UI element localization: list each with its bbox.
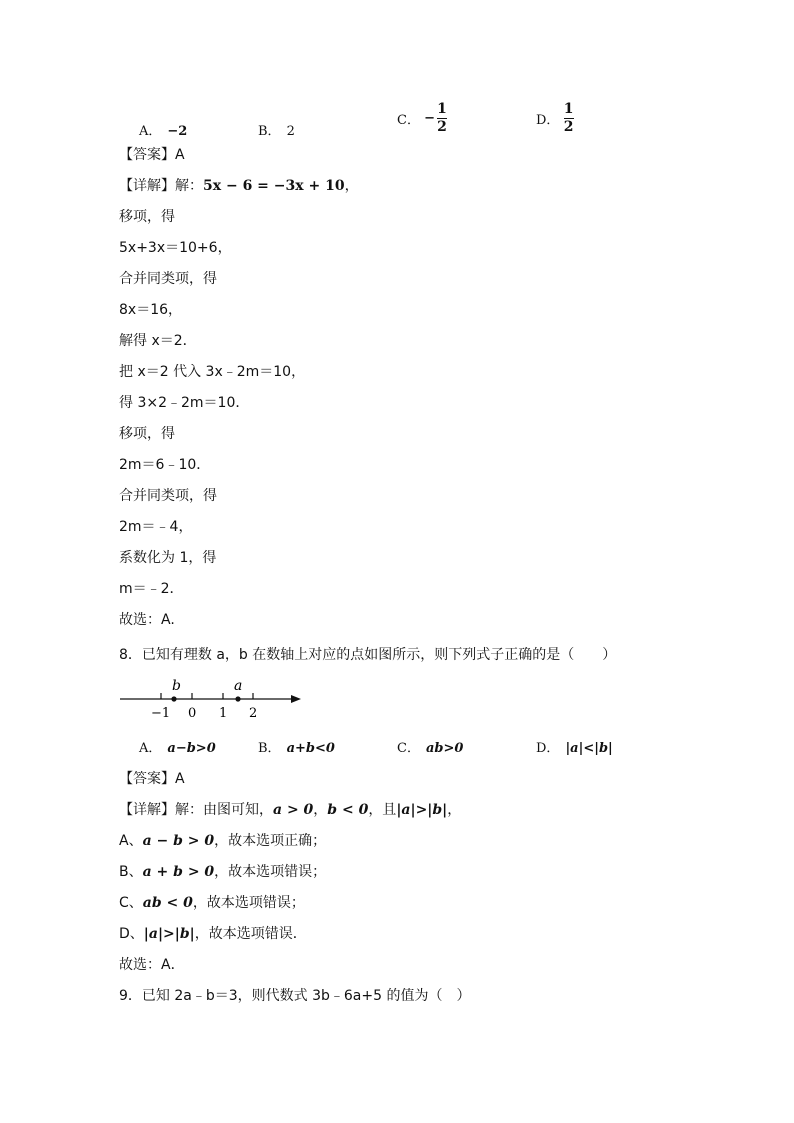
q8-conclusion: 故选：A． (119, 957, 185, 973)
option-value: 2 (286, 124, 295, 139)
option-value: |a|<|b| (565, 741, 613, 756)
q7-step-line: 2m＝6﹣10． (119, 457, 211, 473)
detail-separator: ， (313, 802, 328, 818)
q8-question: 8．已知有理数 a，b 在数轴上对应的点如图所示，则下列式子正确的是（ ） (119, 647, 617, 663)
option-value: ab>0 (425, 741, 464, 756)
option-label: C． (397, 113, 420, 128)
tick-label: −1 (151, 706, 171, 721)
analysis-suffix: ，故本选项错误； (192, 895, 305, 911)
fraction (564, 102, 574, 135)
q7-step-line: 故选：A. (119, 612, 175, 628)
analysis-prefix: A、 (119, 833, 143, 849)
q8-option-c (397, 737, 463, 756)
q7-step-line: 得 3×2﹣2m＝10． (119, 395, 250, 411)
q8-answer: 【答案】A (119, 771, 185, 787)
analysis-formula: a − b > 0 (142, 833, 215, 849)
detail-separator: ， (447, 802, 462, 818)
q8-analysis-d (119, 925, 307, 943)
detail-formula: a > 0 (273, 802, 314, 818)
option-label: A． (139, 124, 162, 139)
q8-option-b (258, 737, 335, 756)
detail-formula: b < 0 (327, 802, 369, 818)
fraction-numerator: 1 (437, 101, 447, 117)
q7-option-a (139, 120, 187, 139)
q7-step-line: 把 x＝2 代入 3x﹣2m＝10， (119, 364, 306, 380)
q7-option-b (258, 120, 295, 139)
option-value: a−b>0 (167, 741, 216, 756)
point-b (171, 696, 176, 701)
q8-option-d (536, 737, 613, 756)
q8-analysis-c (119, 894, 305, 912)
q7-step-line: 移项，得 (119, 426, 175, 442)
detail-comma: ， (344, 178, 359, 194)
tick-label: 2 (249, 706, 258, 721)
option-label: B． (258, 741, 281, 756)
q8-detail-head (119, 801, 461, 819)
q8-analysis-b (119, 863, 326, 881)
q7-detail-head (119, 177, 359, 195)
q8-analysis-a (119, 832, 326, 850)
q8-option-a (139, 737, 216, 756)
option-label: B． (258, 124, 281, 139)
tick-label: 0 (188, 706, 197, 721)
analysis-suffix: ，故本选项错误． (194, 926, 307, 942)
number-line (115, 676, 310, 722)
analysis-suffix: ，故本选项错误； (214, 864, 327, 880)
fraction-denominator: 2 (563, 119, 574, 135)
option-value: a+b<0 (286, 741, 335, 756)
option-value: −2 (167, 124, 188, 139)
axis-arrow-icon (291, 695, 301, 703)
tick-label: 1 (219, 706, 228, 721)
fraction-denominator: 2 (437, 119, 447, 135)
q7-option-d (536, 102, 574, 135)
fraction-numerator: 1 (563, 101, 574, 117)
q7-step-line: 5x+3x＝10+6， (119, 240, 232, 256)
analysis-suffix: ，故本选项正确； (214, 833, 327, 849)
q9-question: 9．已知 2a﹣b＝3，则代数式 3b﹣6a+5 的值为（ ） (119, 988, 471, 1004)
option-label: A． (139, 741, 162, 756)
q7-option-c (397, 102, 447, 135)
q7-step-line: m＝﹣2． (119, 581, 184, 597)
point-b-label: b (172, 678, 181, 694)
analysis-formula: a + b > 0 (142, 864, 215, 880)
detail-equation: 5x − 6 = −3x + 10 (203, 178, 345, 194)
option-label: D． (536, 113, 560, 128)
analysis-formula: ab < 0 (142, 895, 193, 911)
point-a (235, 696, 240, 701)
q7-step-line: 合并同类项，得 (119, 271, 217, 287)
q7-step-line: 合并同类项，得 (119, 488, 217, 504)
fraction (437, 102, 447, 135)
analysis-prefix: D、 (119, 926, 144, 942)
q7-step-line: 移项，得 (119, 209, 175, 225)
analysis-formula: |a|>|b| (143, 926, 195, 942)
q7-step-line: 2m＝﹣4， (119, 519, 193, 535)
minus-sign: − (424, 111, 435, 126)
point-a-label: a (234, 678, 243, 694)
q7-answer: 【答案】A (119, 147, 185, 163)
detail-lead: 【详解】解： (119, 178, 203, 194)
q7-step-line: 解得 x＝2． (119, 333, 197, 349)
q7-step-line: 8x＝16， (119, 302, 183, 318)
detail-separator: ，且 (368, 802, 397, 818)
option-label: D． (536, 741, 560, 756)
q7-step-line: 系数化为 1，得 (119, 550, 217, 566)
detail-formula: |a|>|b| (396, 802, 448, 818)
option-label: C． (397, 741, 420, 756)
analysis-prefix: B、 (119, 864, 143, 880)
detail-lead: 【详解】解：由图可知， (119, 802, 273, 818)
analysis-prefix: C、 (119, 895, 143, 911)
